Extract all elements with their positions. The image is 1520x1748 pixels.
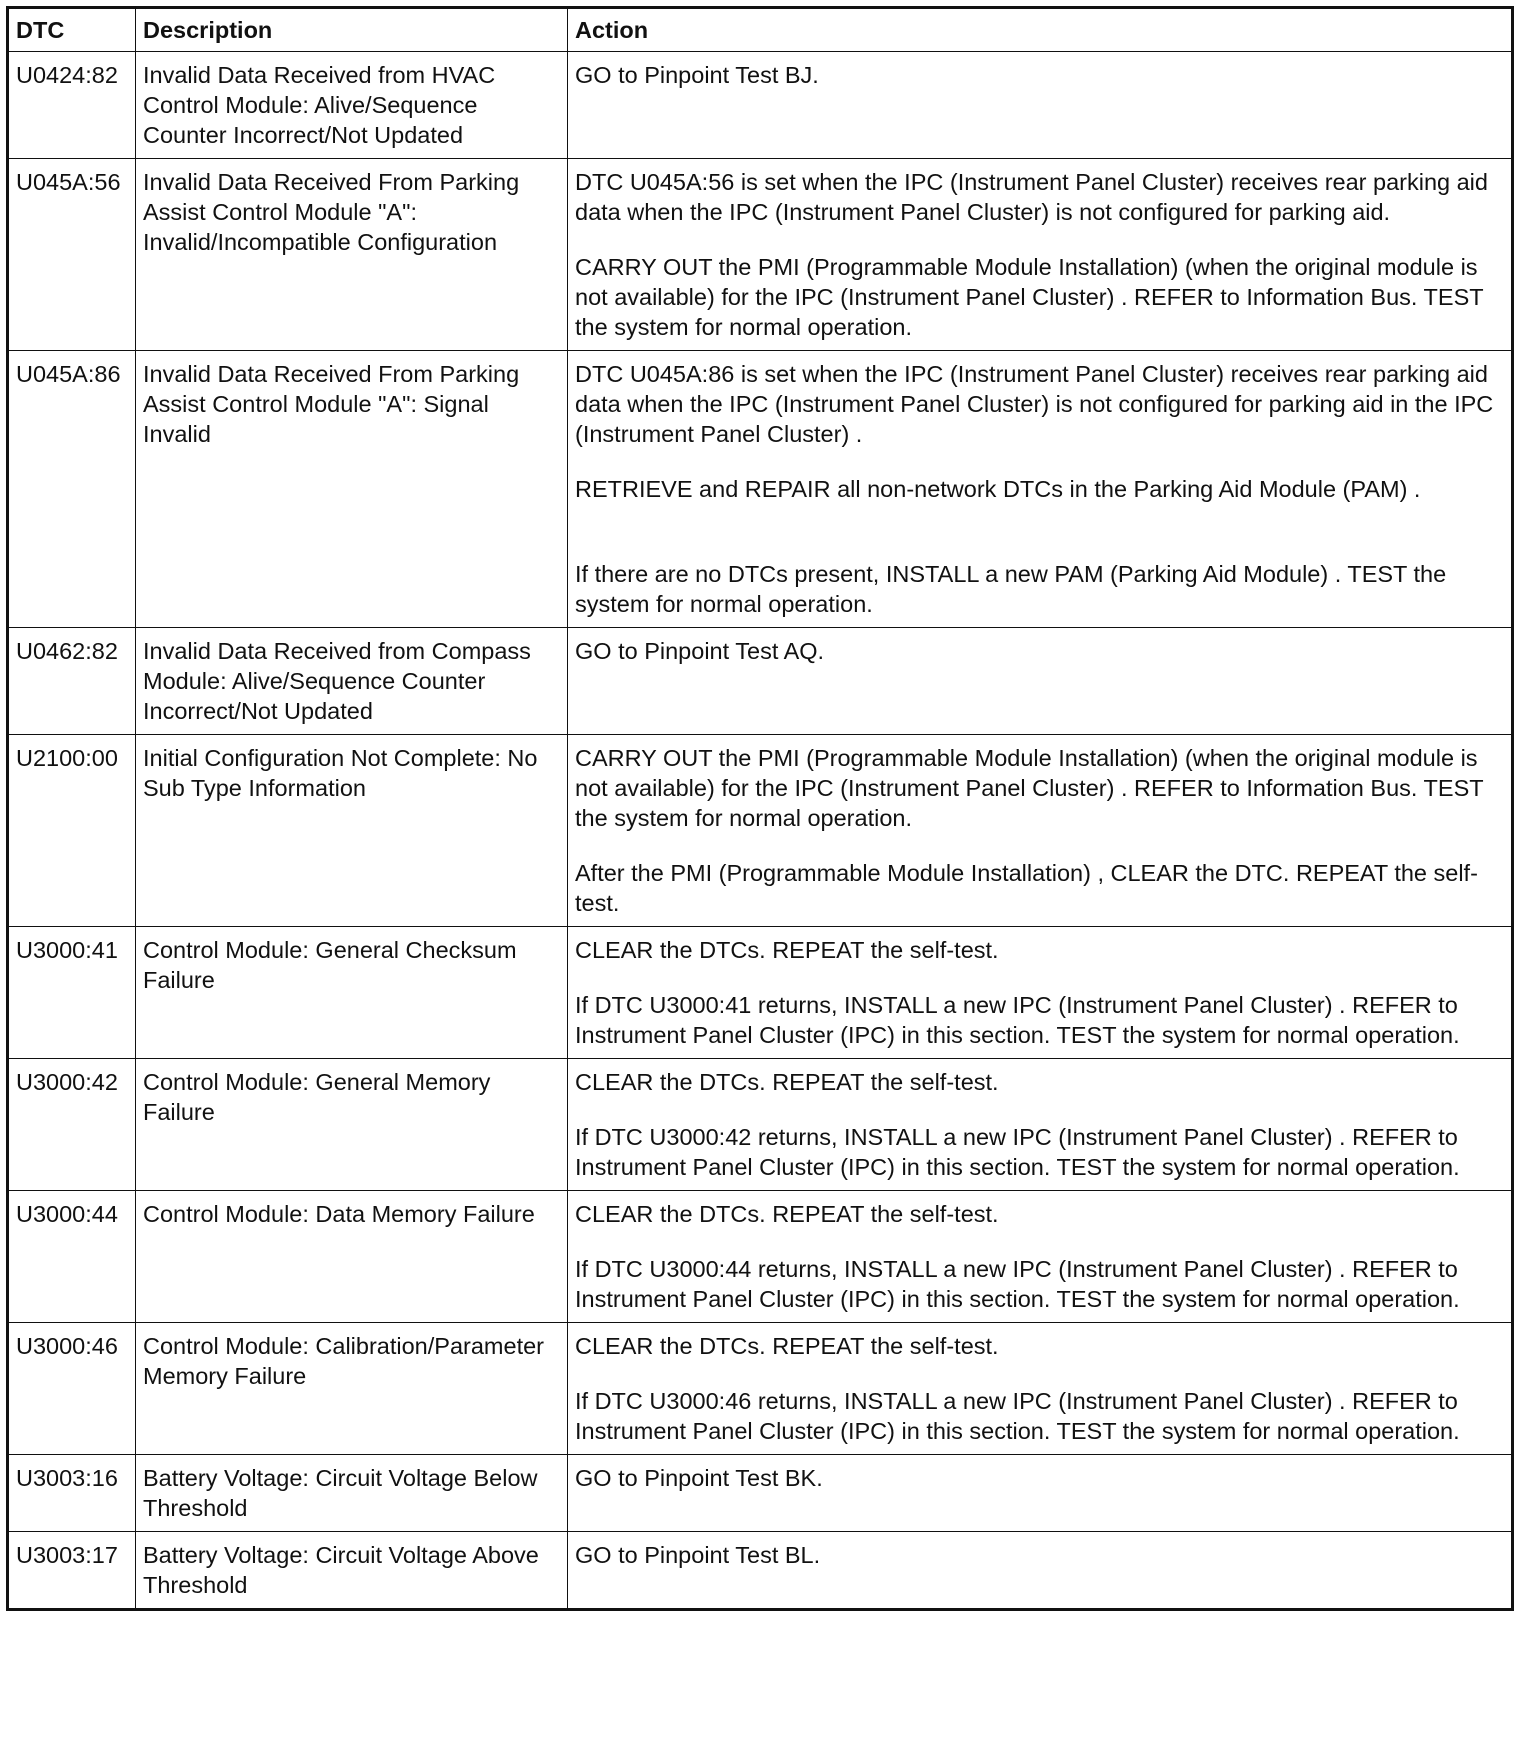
table-row (8, 351, 1513, 628)
action-cell (568, 52, 1513, 159)
action-paragraph: If DTC U3000:41 returns, INSTALL a new IPC (Instrument Panel Cluster) . REFER to Instrument Panel Cluster (IPC) in this section. TEST the system for normal operation. (575, 992, 1460, 1048)
dtc-code-cell: U045A:86 (8, 351, 136, 628)
table-row (8, 1191, 1513, 1323)
action-paragraph: If DTC U3000:46 returns, INSTALL a new IPC (Instrument Panel Cluster) . REFER to Instrument Panel Cluster (IPC) in this section. TEST the system for normal operation. (575, 1388, 1460, 1444)
description-cell: Invalid Data Received from HVAC Control Module: Alive/Sequence Counter Incorrect/Not Updated (136, 52, 568, 159)
action-cell (568, 159, 1513, 351)
action-cell (568, 1323, 1513, 1455)
action-cell (568, 1059, 1513, 1191)
description-cell: Control Module: General Memory Failure (136, 1059, 568, 1191)
action-cell (568, 1191, 1513, 1323)
dtc-code-cell: U045A:56 (8, 159, 136, 351)
action-paragraph: If DTC U3000:44 returns, INSTALL a new IPC (Instrument Panel Cluster) . REFER to Instrument Panel Cluster (IPC) in this section. TEST the system for normal operation. (575, 1256, 1460, 1312)
table-row (8, 735, 1513, 927)
dtc-code-cell: U0424:82 (8, 52, 136, 159)
table-row (8, 628, 1513, 735)
table-row (8, 927, 1513, 1059)
action-paragraph: GO to Pinpoint Test AQ. (575, 638, 825, 664)
action-cell (568, 351, 1513, 628)
action-paragraph: DTC U045A:86 is set when the IPC (Instrument Panel Cluster) receives rear parking aid data when the IPC (Instrument Panel Cluster) is not configured for parking aid in the IPC (Instrument Panel Cluster) . (575, 361, 1494, 447)
dtc-code-cell: U3000:44 (8, 1191, 136, 1323)
dtc-code-cell: U3000:41 (8, 927, 136, 1059)
dtc-table (6, 6, 1514, 1611)
dtc-code-cell: U3003:17 (8, 1532, 136, 1610)
action-paragraph: GO to Pinpoint Test BK. (575, 1465, 823, 1491)
action-paragraph: CARRY OUT the PMI (Programmable Module Installation) (when the original module is not available) for the IPC (Instrument Panel Cluster) . REFER to Information Bus. TEST the system for normal operation. (575, 254, 1484, 340)
description-cell: Battery Voltage: Circuit Voltage Below Threshold (136, 1455, 568, 1532)
description-cell: Control Module: Data Memory Failure (136, 1191, 568, 1323)
header-dtc: DTC (8, 8, 136, 52)
description-cell: Initial Configuration Not Complete: No Sub Type Information (136, 735, 568, 927)
table-body (8, 52, 1513, 1610)
action-paragraph: CARRY OUT the PMI (Programmable Module Installation) (when the original module is not available) for the IPC (Instrument Panel Cluster) . REFER to Information Bus. TEST the system for normal operation. (575, 745, 1484, 831)
table-row (8, 1455, 1513, 1532)
table-row (8, 1323, 1513, 1455)
action-cell (568, 628, 1513, 735)
description-cell: Invalid Data Received From Parking Assist Control Module "A": Invalid/Incompatible Configuration (136, 159, 568, 351)
header-action: Action (568, 8, 1513, 52)
action-paragraph: CLEAR the DTCs. REPEAT the self-test. (575, 1201, 999, 1227)
action-cell (568, 735, 1513, 927)
action-paragraph: After the PMI (Programmable Module Installation) , CLEAR the DTC. REPEAT the self-test. (575, 860, 1478, 916)
action-paragraph: DTC U045A:56 is set when the IPC (Instrument Panel Cluster) receives rear parking aid data when the IPC (Instrument Panel Cluster) is not configured for parking aid. (575, 169, 1488, 225)
dtc-code-cell: U3003:16 (8, 1455, 136, 1532)
description-cell: Control Module: General Checksum Failure (136, 927, 568, 1059)
dtc-code-cell: U3000:46 (8, 1323, 136, 1455)
action-paragraph: CLEAR the DTCs. REPEAT the self-test. (575, 1069, 999, 1095)
action-cell (568, 927, 1513, 1059)
action-paragraph: RETRIEVE and REPAIR all non-network DTCs in the Parking Aid Module (PAM) . (575, 476, 1421, 502)
action-paragraph: If there are no DTCs present, INSTALL a new PAM (Parking Aid Module) . TEST the system for normal operation. (575, 561, 1447, 617)
table-header-row (8, 8, 1513, 52)
dtc-code-cell: U0462:82 (8, 628, 136, 735)
dtc-code-cell: U3000:42 (8, 1059, 136, 1191)
action-cell (568, 1532, 1513, 1610)
action-cell (568, 1455, 1513, 1532)
action-paragraph: GO to Pinpoint Test BL. (575, 1542, 821, 1568)
action-paragraph: If DTC U3000:42 returns, INSTALL a new IPC (Instrument Panel Cluster) . REFER to Instrument Panel Cluster (IPC) in this section. TEST the system for normal operation. (575, 1124, 1460, 1180)
action-paragraph: CLEAR the DTCs. REPEAT the self-test. (575, 937, 999, 963)
description-cell: Invalid Data Received From Parking Assist Control Module "A": Signal Invalid (136, 351, 568, 628)
table-row (8, 1532, 1513, 1610)
table-row (8, 1059, 1513, 1191)
description-cell: Control Module: Calibration/Parameter Memory Failure (136, 1323, 568, 1455)
dtc-code-cell: U2100:00 (8, 735, 136, 927)
action-paragraph: CLEAR the DTCs. REPEAT the self-test. (575, 1333, 999, 1359)
header-description: Description (136, 8, 568, 52)
action-paragraph: GO to Pinpoint Test BJ. (575, 62, 819, 88)
description-cell: Battery Voltage: Circuit Voltage Above Threshold (136, 1532, 568, 1610)
description-cell: Invalid Data Received from Compass Module: Alive/Sequence Counter Incorrect/Not Updated (136, 628, 568, 735)
table-row (8, 159, 1513, 351)
table-row (8, 52, 1513, 159)
